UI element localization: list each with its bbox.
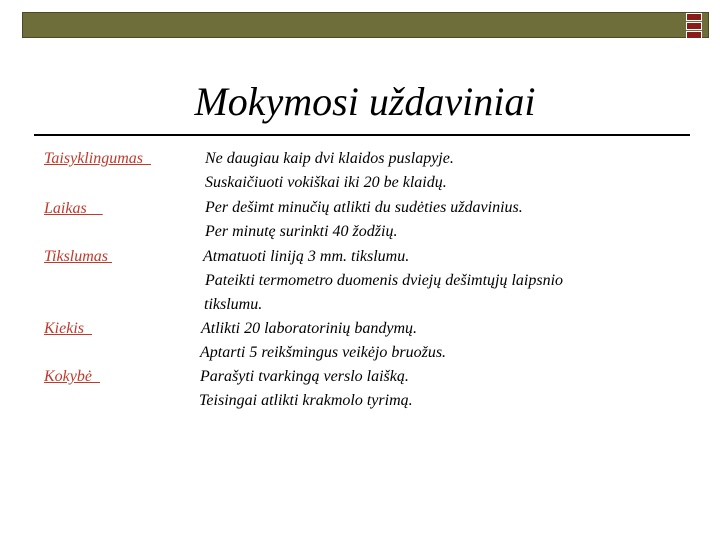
objective-line: Ne daugiau kaip dvi klaidos puslapyje.	[205, 150, 454, 167]
slide-title: Mokymosi uždaviniai	[194, 79, 536, 124]
objective-line: Parašyti tvarkingą verslo laišką.	[200, 368, 409, 385]
criterion-taisyklingumas[interactable]: Taisyklingumas	[44, 150, 151, 167]
objective-line: Atlikti 20 laboratorinių bandymų.	[201, 320, 417, 337]
header-bar	[22, 12, 709, 38]
title-divider	[34, 134, 690, 136]
criterion-laikas[interactable]: Laikas	[44, 200, 103, 217]
objective-line: Teisingai atlikti krakmolo tyrimą.	[199, 392, 413, 409]
accent-square	[686, 31, 702, 39]
accent-square	[686, 22, 702, 30]
objective-line: Aptarti 5 reikšmingus veikėjo bruožus.	[200, 344, 447, 361]
criterion-kokybe[interactable]: Kokybė	[44, 368, 100, 385]
objective-line: Pateikti termometro duomenis dviejų dešimtųjų laipsnio	[205, 272, 564, 289]
objective-line: tikslumu.	[204, 296, 263, 313]
accent-square	[686, 13, 702, 21]
criterion-kiekis[interactable]: Kiekis	[44, 320, 92, 337]
objective-line: Atmatuoti liniją 3 mm. tikslumu.	[203, 248, 410, 265]
objective-line: Suskaičiuoti vokiškai iki 20 be klaidų.	[205, 174, 447, 191]
objective-line: Per minutę surinkti 40 žodžių.	[205, 223, 398, 240]
accent-squares	[686, 13, 704, 40]
criterion-tikslumas[interactable]: Tikslumas	[44, 248, 113, 265]
objective-line: Per dešimt minučių atlikti du sudėties uždavinius.	[205, 199, 523, 216]
